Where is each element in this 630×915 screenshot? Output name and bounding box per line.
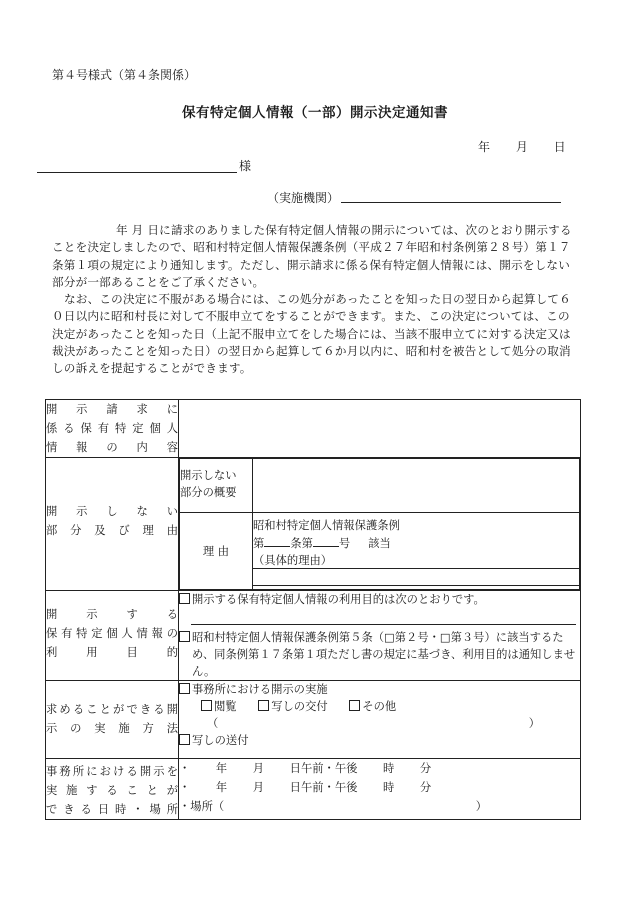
specific-reason-line[interactable]: [253, 552, 579, 569]
nondisclosure-label: [46, 458, 179, 591]
nondisclosure-content: [179, 458, 581, 591]
datetime-row: [46, 759, 581, 820]
label-line: 利用目的: [46, 646, 178, 659]
article-blank[interactable]: [264, 534, 290, 547]
label-line: 開示しない: [180, 469, 237, 482]
purpose-checkbox-2[interactable]: [179, 631, 190, 642]
method-office-text: 事務所における開示の実施: [192, 683, 328, 696]
document-title: 保有特定個人情報（一部）開示決定通知書: [182, 105, 448, 121]
reason-label: [180, 513, 253, 590]
label-line: 事務所における開示を: [46, 765, 178, 778]
reason-blank-line[interactable]: [253, 569, 579, 586]
method-label: [46, 681, 179, 759]
paren-close: ）: [528, 717, 540, 730]
notice-paragraph-1: 年 月 日に請求のありました保有特定個人情報の開示については、次のとおり開示することを決定しましたので、昭和村特定個人情報保護条例（平成２７年昭和村条例第２８号）第１７条第１項の規定により通知します。ただし、開示請求に係る保有特定個人情報には、開示をしない部分が一部あることをご了承ください。: [52, 223, 572, 289]
purpose-content: [179, 591, 581, 681]
purpose-option-2: [179, 629, 580, 680]
method-mail: [179, 732, 580, 749]
label-line: 係る保有特定個人: [46, 422, 178, 435]
reason-field: [253, 513, 580, 590]
label-line: 開示しない: [46, 505, 178, 518]
method-copy-text: 写しの交付: [271, 700, 328, 713]
paren-open: （: [207, 717, 219, 730]
datetime-content: [179, 759, 581, 820]
label-line: 実施することが: [46, 784, 178, 797]
copy-checkbox[interactable]: [258, 700, 269, 711]
specific-reason-text: （具体的理由）: [253, 554, 333, 567]
label-line: 求めることができる開: [46, 703, 178, 716]
label-line: 情報の内容: [46, 441, 178, 454]
request-content-row: [46, 400, 581, 458]
method-office: [179, 681, 580, 698]
nondisclosure-row: [46, 458, 581, 591]
label-line: できる日時・場所: [46, 803, 178, 816]
item-text: 号: [338, 537, 351, 550]
reason-label-text: 理 由: [202, 545, 230, 558]
other-checkbox[interactable]: [349, 700, 360, 711]
notice-paragraph-2: なお、この決定に不服がある場合には、この処分があったことを知った日の翌日から起算して６０日以内に昭和村長に対して不服申立てをすることができます。また、この決定については、この決定があったことを知った日（上記不服申立てをした場合には、当該不服申立てに対する決定又は裁決があったことを知った日）の翌日から起算して６か月以内に、昭和村を被告として処分の取消しの訴えを提起することができます。: [52, 292, 572, 376]
purpose-option-1: [179, 591, 580, 608]
label-line: 開示する: [46, 608, 178, 621]
applicable-text: 該当: [368, 537, 391, 550]
purpose-option-1-text: 開示する保有特定個人情報の利用目的は次のとおりです。: [192, 593, 485, 606]
office-checkbox[interactable]: [179, 683, 190, 694]
form-number: 第４号様式（第４条関係）: [52, 68, 197, 82]
label-line: 開示請求に: [46, 403, 178, 416]
agency-blank-line: [341, 188, 561, 203]
purpose-label: [46, 591, 179, 681]
purpose-checkbox-1[interactable]: [179, 593, 190, 604]
method-mail-text: 写しの送付: [192, 734, 249, 747]
reason-ordinance: 昭和村特定個人情報保護条例: [253, 519, 400, 532]
purpose-blank-line[interactable]: [191, 608, 576, 625]
label-line: 部分及び理由: [46, 524, 178, 537]
date-line: 年 月 日: [478, 140, 566, 154]
outline-field[interactable]: [253, 459, 580, 513]
clause-text: 条第: [290, 537, 313, 550]
label-line: 保有特定個人情報の: [46, 627, 178, 640]
addressee-suffix: 様: [239, 159, 252, 173]
method-content: [179, 681, 581, 759]
mail-checkbox[interactable]: [179, 734, 190, 745]
datetime-line-1[interactable]: ・ 年 月 日午前・午後 時 分: [179, 762, 432, 775]
nondisclosure-inner-table: [179, 458, 580, 590]
request-content-field[interactable]: [179, 400, 581, 458]
addressee-blank-line: [37, 158, 237, 173]
label-line: 部分の概要: [180, 486, 237, 499]
clause-blank[interactable]: [313, 534, 339, 547]
request-content-label: [46, 400, 179, 458]
method-other-text: その他: [362, 700, 397, 713]
purpose-option-2-text: 昭和村特定個人情報保護条例第５条（□第２号・□第３号）に該当するため、同条例第１７条第１項ただし書の規定に基づき、利用目的は通知しません。: [192, 631, 576, 678]
label-line: 示の実施方法: [46, 722, 178, 735]
outline-label: [180, 459, 253, 513]
decision-table: [45, 399, 581, 820]
article-text: 第: [253, 537, 265, 550]
method-row: [46, 681, 581, 759]
datetime-label: [46, 759, 179, 820]
agency-label: （実施機関）: [267, 191, 340, 205]
reason-article-line: [253, 534, 579, 552]
place-text: ・場所（ ）: [179, 800, 488, 813]
method-options: [179, 698, 580, 715]
place-line[interactable]: [179, 797, 580, 816]
purpose-row: [46, 591, 581, 681]
method-other-field[interactable]: [179, 715, 580, 732]
view-checkbox[interactable]: [201, 700, 212, 711]
datetime-line-2[interactable]: ・ 年 月 日午前・午後 時 分: [179, 781, 432, 794]
method-view-text: 閲覧: [214, 700, 237, 713]
